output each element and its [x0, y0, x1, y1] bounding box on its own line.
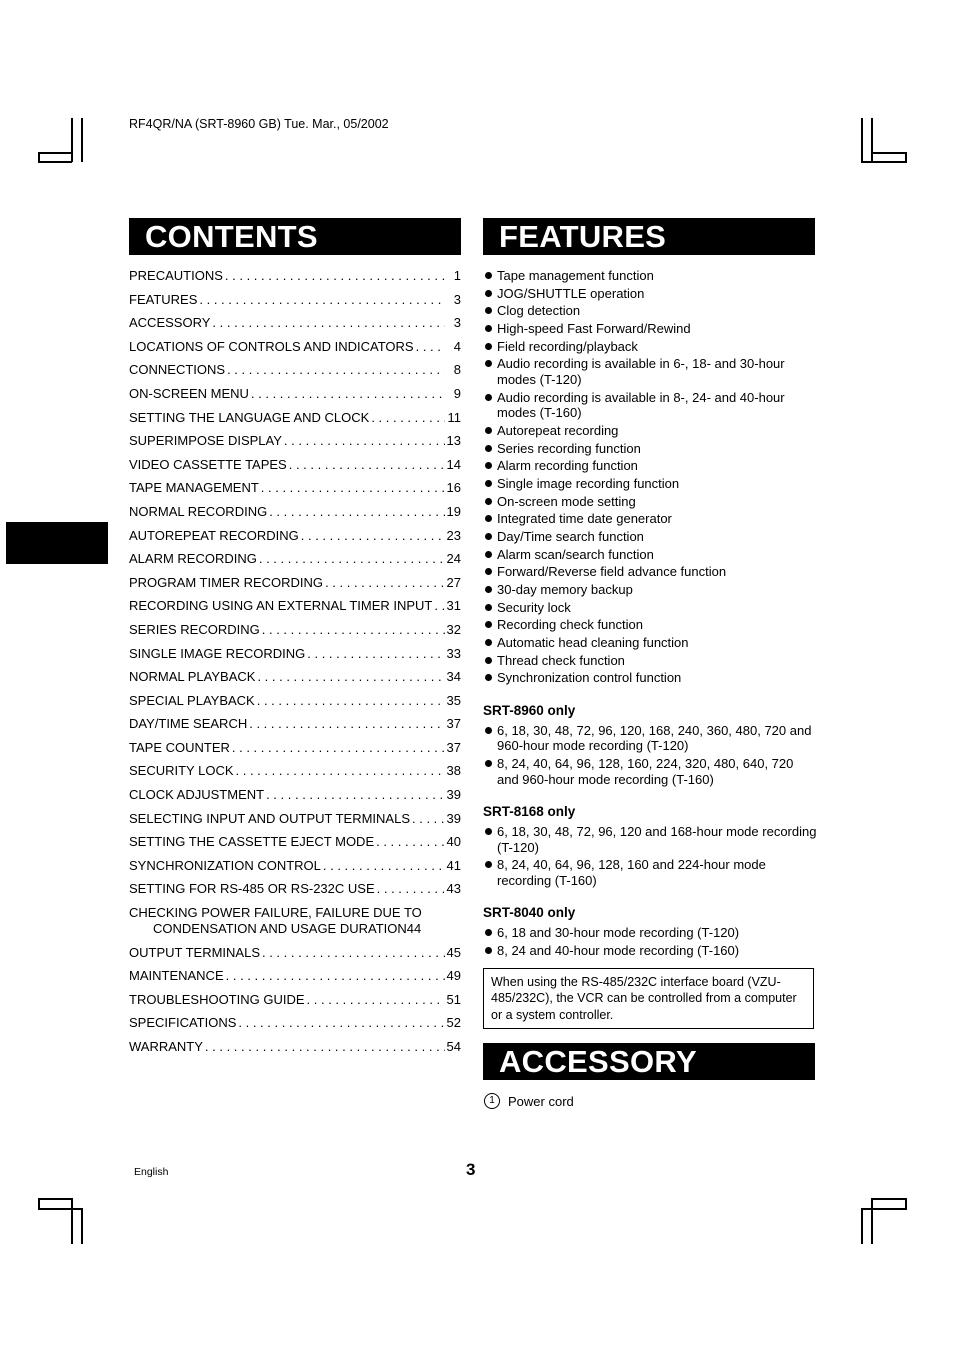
crop-mark-tr-v2 [871, 118, 873, 162]
toc-entry-title: NORMAL RECORDING [129, 503, 268, 519]
toc-leader-dots [226, 968, 445, 983]
toc-entry-page: 23 [446, 527, 461, 543]
toc-leader-dots [262, 622, 445, 637]
toc-entry [129, 834, 461, 858]
toc-entry-page: 40 [446, 834, 461, 850]
table-of-contents [129, 268, 461, 1063]
crop-mark-bl-v3 [81, 1208, 83, 1244]
page-number: 3 [466, 1160, 476, 1179]
model-feature-item: 6, 18 and 30-hour mode recording (T-120) [483, 925, 818, 941]
toc-leader-dots [251, 386, 445, 401]
feature-item: Security lock [483, 600, 818, 616]
toc-entry-page: 3 [453, 291, 461, 307]
model-feature-item: 8, 24, 40, 64, 96, 128, 160, 224, 320, 480, 640, 720 and 960-hour mode recording (T-160) [483, 756, 818, 787]
toc-entry [129, 339, 461, 363]
toc-entry-title: CLOCK ADJUSTMENT [129, 787, 265, 803]
toc-entry [129, 811, 461, 835]
toc-entry-title: TAPE COUNTER [129, 739, 230, 755]
toc-entry-page: 19 [446, 503, 461, 519]
toc-entry-page: 37 [446, 716, 461, 732]
toc-entry [129, 763, 461, 787]
crop-mark-br-v2 [861, 1208, 863, 1244]
toc-entry-page: 31 [446, 598, 461, 614]
toc-entry-title: SPECIFICATIONS [129, 1015, 237, 1031]
model-feature-item: 8, 24 and 40-hour mode recording (T-160) [483, 943, 818, 959]
toc-entry [129, 740, 461, 764]
toc-entry-title-line2: CONDENSATION AND USAGE DURATION [153, 921, 407, 937]
model-heading: SRT-8040 only [483, 905, 576, 921]
toc-entry-title: SETTING THE LANGUAGE AND CLOCK [129, 409, 370, 425]
toc-entry-page: 39 [446, 787, 461, 803]
accessory-item [484, 1093, 574, 1109]
toc-entry-page: 3 [453, 315, 461, 331]
toc-entry [129, 315, 461, 339]
feature-item: Single image recording function [483, 476, 818, 492]
toc-entry-title: SECURITY LOCK [129, 763, 234, 779]
crop-mark-br-v3 [871, 1198, 873, 1244]
toc-entry-page: 52 [446, 1015, 461, 1031]
feature-item: JOG/SHUTTLE operation [483, 286, 818, 302]
toc-leader-dots [434, 598, 444, 613]
feature-item: Audio recording is available in 8-, 24- and 40-hour modes (T-160) [483, 390, 818, 421]
toc-entry-title: PRECAUTIONS [129, 268, 223, 283]
toc-entry-page: 13 [446, 433, 461, 449]
toc-entry [129, 905, 461, 945]
toc-entry-page: 14 [446, 456, 461, 472]
toc-entry [129, 433, 461, 457]
toc-entry-page: 1 [453, 268, 461, 283]
toc-entry [129, 504, 461, 528]
toc-leader-dots [261, 480, 445, 495]
toc-entry [129, 528, 461, 552]
toc-entry-title: VIDEO CASSETTE TAPES [129, 456, 287, 472]
interface-note: When using the RS-485/232C interface board (VZU-485/232C), the VCR can be controlled from a computer or a system controller. [483, 968, 814, 1030]
toc-entry [129, 992, 461, 1016]
toc-entry-title: AUTOREPEAT RECORDING [129, 527, 299, 543]
toc-entry [129, 945, 461, 969]
toc-entry-title: RECORDING USING AN EXTERNAL TIMER INPUT [129, 598, 433, 614]
toc-entry-title: TROUBLESHOOTING GUIDE [129, 991, 305, 1007]
toc-entry-title: WARRANTY [129, 1038, 203, 1054]
crop-mark-tl-h [38, 152, 72, 154]
feature-item: Field recording/playback [483, 339, 818, 355]
crop-mark-tr-v3 [905, 152, 907, 162]
feature-item: Day/Time search function [483, 529, 818, 545]
toc-entry-page: 44 [406, 921, 422, 937]
feature-item: Autorepeat recording [483, 423, 818, 439]
toc-entry [129, 787, 461, 811]
feature-item: Thread check function [483, 653, 818, 669]
toc-entry-page: 24 [446, 551, 461, 567]
feature-item: Automatic head cleaning function [483, 635, 818, 651]
toc-leader-dots [238, 1015, 444, 1030]
toc-leader-dots [325, 575, 444, 590]
toc-entry [129, 480, 461, 504]
toc-entry [129, 551, 461, 575]
section-tab [6, 522, 108, 564]
toc-entry [129, 268, 461, 292]
toc-entry-page: 54 [446, 1038, 461, 1054]
toc-entry [129, 410, 461, 434]
toc-entry-page: 11 [447, 409, 461, 425]
toc-leader-dots [225, 268, 445, 283]
toc-entry-title: FEATURES [129, 291, 198, 307]
toc-entry-title: SETTING THE CASSETTE EJECT MODE [129, 834, 375, 850]
toc-entry-page: 35 [446, 692, 461, 708]
feature-item: Forward/Reverse field advance function [483, 564, 818, 580]
toc-leader-dots [284, 433, 445, 448]
toc-leader-dots [249, 716, 444, 731]
toc-entry-title: SPECIAL PLAYBACK [129, 692, 255, 708]
toc-leader-dots [289, 457, 445, 472]
toc-entry-page: 8 [453, 362, 461, 378]
toc-entry [129, 362, 461, 386]
toc-entry-title: PROGRAM TIMER RECORDING [129, 574, 324, 590]
model-feature-item: 6, 18, 30, 48, 72, 96, 120, 168, 240, 360, 480, 720 and 960-hour mode recording (T-120) [483, 723, 818, 754]
contents-title: CONTENTS [129, 218, 461, 255]
toc-entry [129, 881, 461, 905]
toc-entry-title-line1: CHECKING POWER FAILURE, FAILURE DUE TO [129, 905, 422, 921]
crop-mark-tr-v [861, 118, 863, 162]
toc-entry-page: 32 [446, 621, 461, 637]
toc-entry-title: SUPERIMPOSE DISPLAY [129, 433, 282, 449]
crop-mark-bl-v [38, 1198, 40, 1209]
toc-entry-title: SYNCHRONIZATION CONTROL [129, 857, 321, 873]
toc-entry-title: CONNECTIONS [129, 362, 226, 378]
crop-mark-tl-v [71, 118, 73, 162]
toc-entry [129, 968, 461, 992]
features-list [483, 268, 818, 1029]
toc-leader-dots [307, 646, 444, 661]
toc-entry [129, 1015, 461, 1039]
toc-entry-page: 43 [446, 881, 461, 897]
model-heading: SRT-8960 only [483, 702, 576, 718]
toc-entry-title: SETTING FOR RS-485 OR RS-232C USE [129, 881, 375, 897]
accessory-item-label: Power cord [508, 1093, 574, 1109]
crop-mark-br-h2 [861, 1208, 907, 1210]
toc-entry [129, 386, 461, 410]
crop-mark-bl-h2 [38, 1208, 82, 1210]
toc-entry [129, 669, 461, 693]
crop-mark-tr-h [871, 152, 907, 154]
toc-leader-dots [259, 551, 445, 566]
toc-entry-title: DAY/TIME SEARCH [129, 716, 248, 732]
toc-leader-dots [199, 292, 445, 307]
model-feature-item: 8, 24, 40, 64, 96, 128, 160 and 224-hour mode recording (T-160) [483, 857, 818, 888]
feature-item: Synchronization control function [483, 670, 818, 686]
toc-entry [129, 622, 461, 646]
toc-leader-dots [301, 528, 445, 543]
feature-item: Recording check function [483, 617, 818, 633]
toc-entry [129, 646, 461, 670]
toc-leader-dots [236, 763, 445, 778]
feature-item: Series recording function [483, 441, 818, 457]
toc-leader-dots [377, 881, 445, 896]
feature-item: Clog detection [483, 303, 818, 319]
toc-leader-dots [205, 1039, 445, 1054]
crop-mark-tl-v2 [38, 152, 40, 162]
feature-item: High-speed Fast Forward/Rewind [483, 321, 818, 337]
toc-leader-dots [376, 834, 444, 849]
toc-leader-dots [262, 945, 445, 960]
toc-leader-dots [412, 811, 445, 826]
toc-entry [129, 575, 461, 599]
toc-entry-line2 [129, 921, 461, 936]
crop-mark-tl-h2 [38, 161, 72, 163]
accessory-title: ACCESSORY [483, 1043, 815, 1080]
toc-entry-page: 39 [446, 810, 461, 826]
toc-entry-title: SINGLE IMAGE RECORDING [129, 645, 306, 661]
crop-mark-tl-v3 [81, 118, 83, 162]
toc-entry-page: 41 [446, 857, 461, 873]
toc-entry-title: OUTPUT TERMINALS [129, 944, 260, 960]
toc-entry-page: 16 [446, 480, 461, 496]
feature-item: On-screen mode setting [483, 494, 818, 510]
toc-entry-page: 27 [446, 574, 461, 590]
crop-mark-br-v [905, 1198, 907, 1209]
toc-entry-title: ON-SCREEN MENU [129, 385, 249, 401]
feature-item: Audio recording is available in 6-, 18- and 30-hour modes (T-120) [483, 356, 818, 387]
toc-entry-title: NORMAL PLAYBACK [129, 669, 256, 685]
toc-entry-page: 38 [446, 763, 461, 779]
crop-mark-br-h [871, 1198, 907, 1200]
toc-entry-title: SERIES RECORDING [129, 621, 260, 637]
toc-leader-dots [232, 740, 445, 755]
toc-leader-dots [269, 504, 444, 519]
model-heading: SRT-8168 only [483, 804, 576, 820]
toc-entry-page: 9 [453, 385, 461, 401]
toc-leader-dots [212, 315, 445, 330]
feature-item: Alarm scan/search function [483, 547, 818, 563]
item-number-circle: 1 [484, 1093, 500, 1109]
feature-item: Integrated time date generator [483, 511, 818, 527]
toc-entry-page: 34 [446, 669, 461, 685]
toc-entry [129, 1039, 461, 1063]
toc-leader-dots [416, 339, 445, 354]
toc-entry-page: 37 [446, 739, 461, 755]
toc-entry-page: 33 [446, 645, 461, 661]
toc-entry-page: 45 [446, 944, 461, 960]
toc-entry-page: 51 [446, 991, 461, 1007]
toc-leader-dots [371, 410, 445, 425]
footer-language: English [134, 1166, 169, 1178]
toc-leader-dots [266, 787, 444, 802]
toc-entry [129, 716, 461, 740]
toc-leader-dots [257, 669, 444, 684]
print-header: RF4QR/NA (SRT-8960 GB) Tue. Mar., 05/2002 [129, 117, 389, 131]
toc-entry [129, 598, 461, 622]
features-title: FEATURES [483, 218, 815, 255]
toc-leader-dots [323, 858, 445, 873]
crop-mark-bl-h [38, 1198, 72, 1200]
toc-leader-dots [307, 992, 445, 1007]
crop-mark-bl-v4 [71, 1198, 73, 1208]
feature-item: Tape management function [483, 268, 818, 284]
toc-entry [129, 292, 461, 316]
toc-entry-title: LOCATIONS OF CONTROLS AND INDICATORS [129, 338, 414, 354]
toc-leader-dots [257, 693, 445, 708]
toc-entry-title: ALARM RECORDING [129, 551, 257, 567]
toc-entry-title: MAINTENANCE [129, 968, 224, 984]
toc-entry-page: 49 [446, 968, 461, 984]
toc-entry [129, 858, 461, 882]
feature-item: Alarm recording function [483, 458, 818, 474]
toc-leader-dots [227, 362, 445, 377]
toc-entry-page: 4 [453, 338, 461, 354]
feature-item: 30-day memory backup [483, 582, 818, 598]
toc-entry [129, 457, 461, 481]
crop-mark-tr-h2 [861, 161, 907, 163]
model-feature-item: 6, 18, 30, 48, 72, 96, 120 and 168-hour mode recording (T-120) [483, 824, 818, 855]
toc-entry [129, 693, 461, 717]
toc-entry-title: ACCESSORY [129, 315, 211, 331]
toc-entry-title: TAPE MANAGEMENT [129, 480, 259, 496]
toc-entry-title: SELECTING INPUT AND OUTPUT TERMINALS [129, 810, 410, 826]
crop-mark-bl-v2 [71, 1208, 73, 1244]
